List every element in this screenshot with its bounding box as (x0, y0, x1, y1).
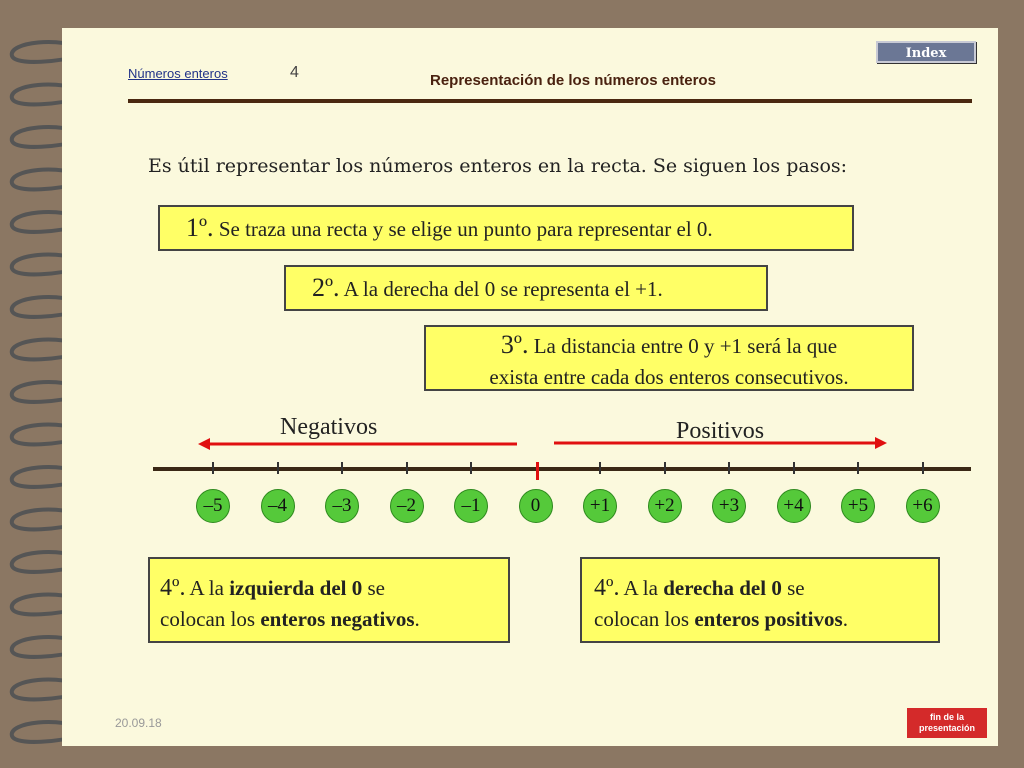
number-line-tick (277, 462, 279, 474)
number-circle: –5 (196, 489, 230, 523)
intro-text: Es útil representar los números enteros en la recta. Se siguen los pasos: (148, 155, 848, 177)
slide-date: 20.09.18 (115, 716, 162, 730)
step-3-box (424, 325, 914, 391)
title-divider (128, 99, 972, 103)
end-presentation-button[interactable] (907, 708, 987, 738)
number-line-tick (664, 462, 666, 474)
step-3-text-line2: exista entre cada dos enteros consecutivos. (489, 365, 849, 389)
number-circle: +3 (712, 489, 746, 523)
note-right-f: . (842, 607, 848, 631)
note-right-c: se (781, 576, 805, 600)
number-line-tick (406, 462, 408, 474)
number-circle: +2 (648, 489, 682, 523)
number-circle: –2 (390, 489, 424, 523)
number-line-tick (793, 462, 795, 474)
step-2-box (284, 265, 768, 311)
note-right-box (580, 557, 940, 643)
step-2-ordinal: 2º. (312, 273, 340, 302)
number-line-tick (212, 462, 214, 474)
step-1-text: Se traza una recta y se elige un punto para representar el 0. (213, 217, 713, 241)
number-circle: +6 (906, 489, 940, 523)
note-right-b: derecha del 0 (663, 576, 782, 600)
number-circle: –4 (261, 489, 295, 523)
note-right-a: A la (619, 576, 664, 600)
number-circle: –1 (454, 489, 488, 523)
number-circle: 0 (519, 489, 553, 523)
note-left-c: se (362, 576, 385, 600)
breadcrumb-link[interactable]: Números enteros (128, 66, 228, 81)
note-right-d: colocan los (594, 607, 695, 631)
end-button-line1: fin de la (929, 712, 964, 722)
note-left-a: A la (185, 576, 230, 600)
step-1-box (158, 205, 854, 251)
note-left-box (148, 557, 510, 643)
end-button-line2: presentación (918, 723, 976, 733)
number-line-tick (341, 462, 343, 474)
number-line-tick (599, 462, 601, 474)
number-line-tick (728, 462, 730, 474)
number-line-tick (922, 462, 924, 474)
note-right-ordinal: 4º. (594, 575, 620, 601)
note-left-b: izquierda del 0 (229, 576, 363, 600)
step-3-text-line1: La distancia entre 0 y +1 será la que (528, 334, 838, 358)
step-3-ordinal: 3º. (500, 330, 529, 359)
slide-number: 4 (290, 64, 299, 81)
note-left-e: enteros negativos (260, 607, 415, 631)
number-circle: +4 (777, 489, 811, 523)
page-title: Representación de los números enteros (430, 72, 716, 89)
zero-mark (536, 462, 539, 480)
number-circle: +1 (583, 489, 617, 523)
number-circle: +5 (841, 489, 875, 523)
note-left-ordinal: 4º. (160, 575, 186, 601)
index-button[interactable]: Index (876, 41, 976, 63)
positives-label: Positivos (676, 418, 765, 444)
negatives-label: Negativos (280, 414, 378, 440)
number-line-tick (857, 462, 859, 474)
step-2-text: A la derecha del 0 se representa el +1. (339, 277, 663, 301)
note-right-e: enteros positivos (694, 607, 843, 631)
step-1-ordinal: 1º. (186, 213, 214, 242)
number-line-tick (470, 462, 472, 474)
note-left-d: colocan los (160, 607, 261, 631)
number-circle: –3 (325, 489, 359, 523)
note-left-f: . (414, 607, 420, 631)
